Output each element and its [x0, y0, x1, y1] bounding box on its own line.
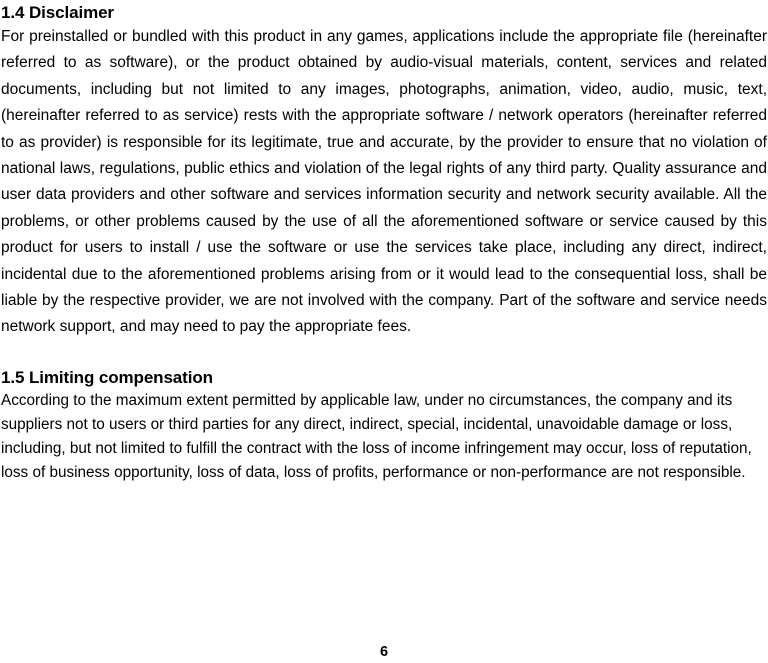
page-number: 6 [379, 644, 389, 660]
section-body-limiting-compensation: According to the maximum extent permitted by applicable law, under no circumstances, the company and its suppliers not to users or third parties for any direct, indirect, special, incidental, unavoidable damage or loss, including, but not limited to fulfill the contract with the loss of income infringement may occur, loss of reputation, loss of business opportunity, loss of data, loss of profits, performance or non-performance are not responsible. [1, 391, 752, 482]
section-spacer [1, 341, 767, 366]
section-heading-limiting-compensation: 1.5 Limiting compensation [1, 367, 213, 387]
section-heading-disclaimer: 1.4 Disclaimer [1, 3, 114, 22]
page-content [1, 0, 767, 486]
section-body-disclaimer: For preinstalled or bundled with this product in any games, applications include the appropriate file (hereinafter referred to as software), or the product obtained by audio-visual materials, content, services and related documents, including but not limited to any images, photographs, animation, video, audio, music, text, (hereinafter referred to as service) rests with the appropriate software / network operators (hereinafter referred to as provider) is responsible for its legitimate, true and accurate, by the provider to ensure that no violation of national laws, regulations, public ethics and violation of the legal rights of any third party. Quality assurance and user data providers and other software and services information security and network security available. All the problems, or other problems caused by the use of all the aforementioned software or service caused by this product for users to install / use the software or use the services take place, including any direct, indirect, incidental due to the aforementioned problems arising from or it would lead to the consequential loss, shall be liable by the respective provider, we are not involved with the company. Part of the software and service needs network support, and may need to pay the appropriate fees. [1, 28, 767, 336]
